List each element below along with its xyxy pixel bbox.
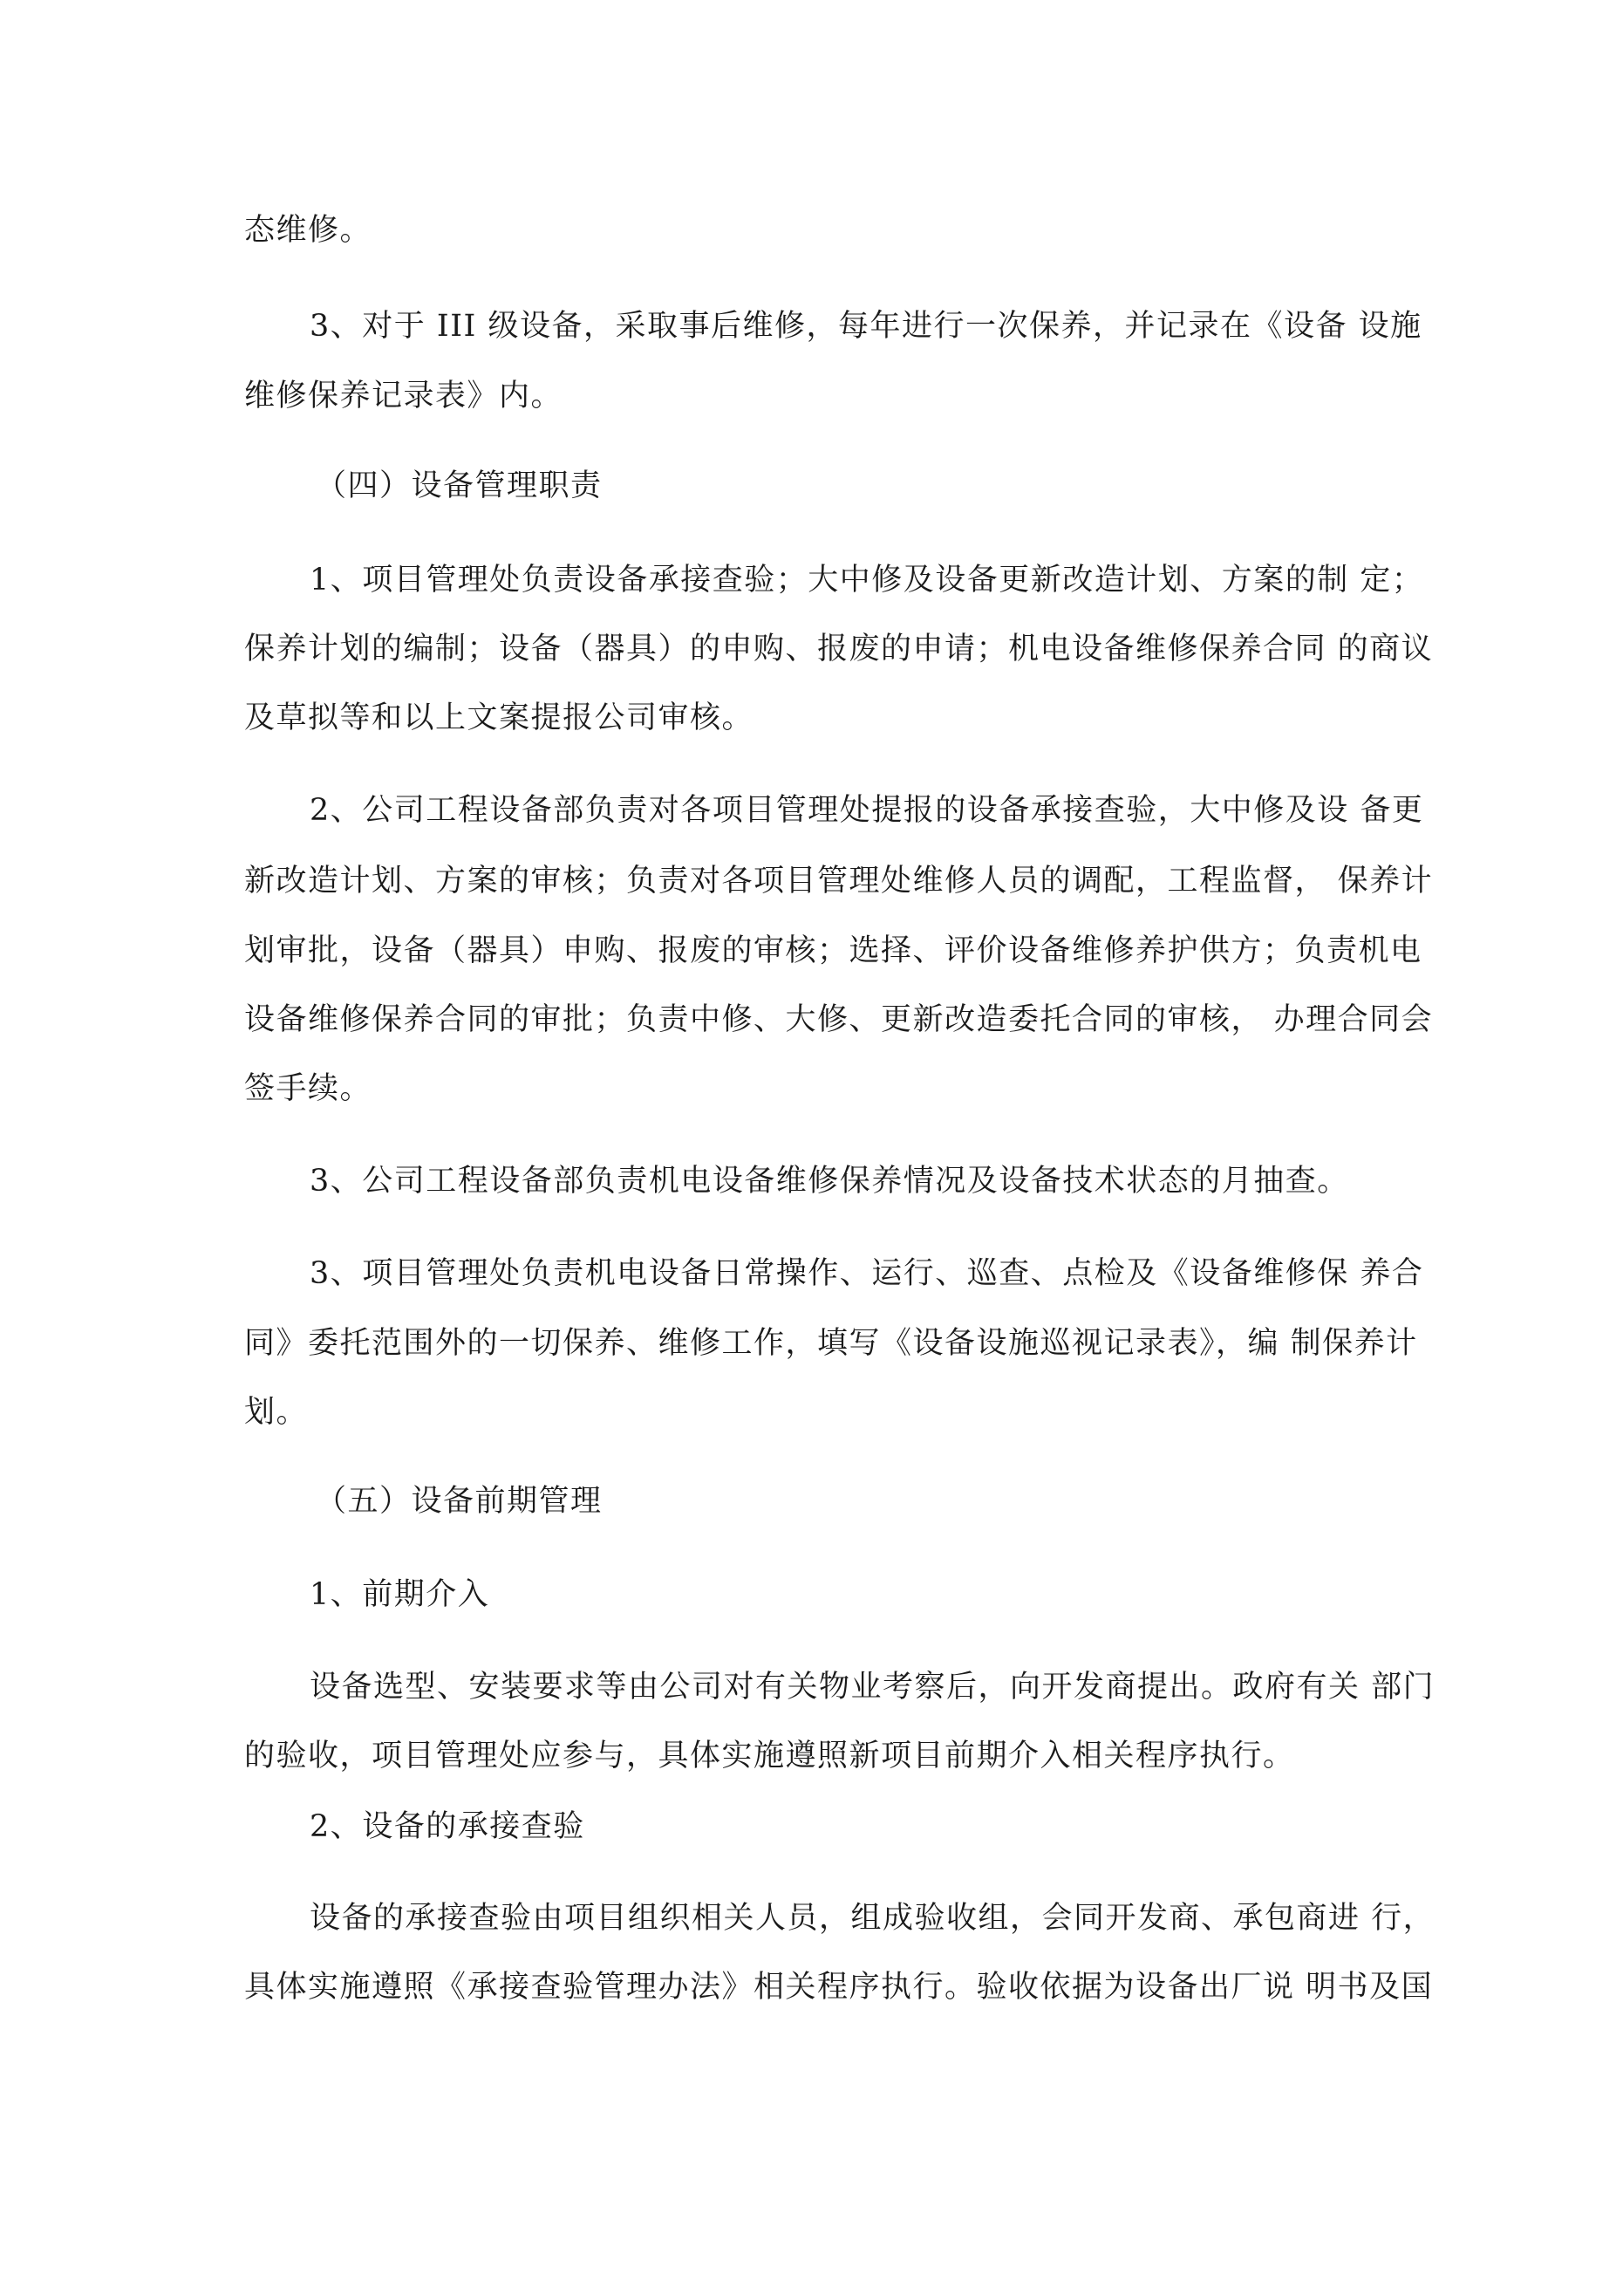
paragraph-line: 设备的承接查验由项目组织相关人员，组成验收组，会同开发商、承包商进 行， — [310, 1901, 1435, 1936]
subsection-heading: 1、前期介入 — [310, 1577, 490, 1612]
paragraph-line: 设备维修保养合同的审批；负责中修、大修、更新改造委托合同的审核， 办理合同会 — [244, 1002, 1434, 1037]
paragraph-line: 划审批，设备（器具）申购、报废的审核；选择、评价设备维修养护供方；负责机电 — [244, 933, 1422, 968]
paragraph-line: 设备选型、安装要求等由公司对有关物业考察后，向开发商提出。政府有关 部门 — [310, 1670, 1435, 1705]
paragraph-line: 1、项目管理处负责设备承接查验；大中修及设备更新改造计划、方案的制 定； — [310, 563, 1424, 598]
paragraph-line: 3、项目管理处负责机电设备日常操作、运行、巡查、点检及《设备维修保 养合 — [310, 1256, 1424, 1291]
section-heading: （四）设备管理职责 — [316, 468, 603, 503]
paragraph-line: 签手续。 — [244, 1071, 372, 1106]
paragraph-line: 态维修。 — [244, 213, 372, 248]
paragraph-line: 的验收，项目管理处应参与，具体实施遵照新项目前期介入相关程序执行。 — [244, 1739, 1295, 1773]
paragraph-line: 新改造计划、方案的审核；负责对各项目管理处维修人员的调配，工程监督， 保养计 — [244, 864, 1434, 899]
paragraph-line: 同》委托范围外的一切保养、维修工作，填写《设备设施巡视记录表》，编 制保养计 — [244, 1326, 1418, 1361]
paragraph-line: 3、公司工程设备部负责机电设备维修保养情况及设备技术状态的月抽查。 — [310, 1164, 1349, 1199]
subsection-heading: 2、设备的承接查验 — [310, 1809, 585, 1844]
paragraph-line: 具体实施遵照《承接查验管理办法》相关程序执行。验收依据为设备出厂说 明书及国 — [244, 1970, 1434, 2005]
paragraph-line: 维修保养记录表》内。 — [244, 379, 563, 413]
paragraph-line: 及草拟等和以上文案提报公司审核。 — [244, 700, 754, 735]
paragraph-line: 划。 — [244, 1395, 309, 1430]
paragraph-line: 3、对于 III 级设备，采取事后维修，每年进行一次保养，并记录在《设备 设施 — [310, 309, 1422, 344]
section-heading: （五）设备前期管理 — [316, 1484, 603, 1519]
paragraph-line: 保养计划的编制；设备（器具）的申购、报废的申请；机电设备维修保养合同 的商议 — [244, 632, 1434, 666]
paragraph-line: 2、公司工程设备部负责对各项目管理处提报的设备承接查验，大中修及设 备更 — [310, 793, 1424, 828]
